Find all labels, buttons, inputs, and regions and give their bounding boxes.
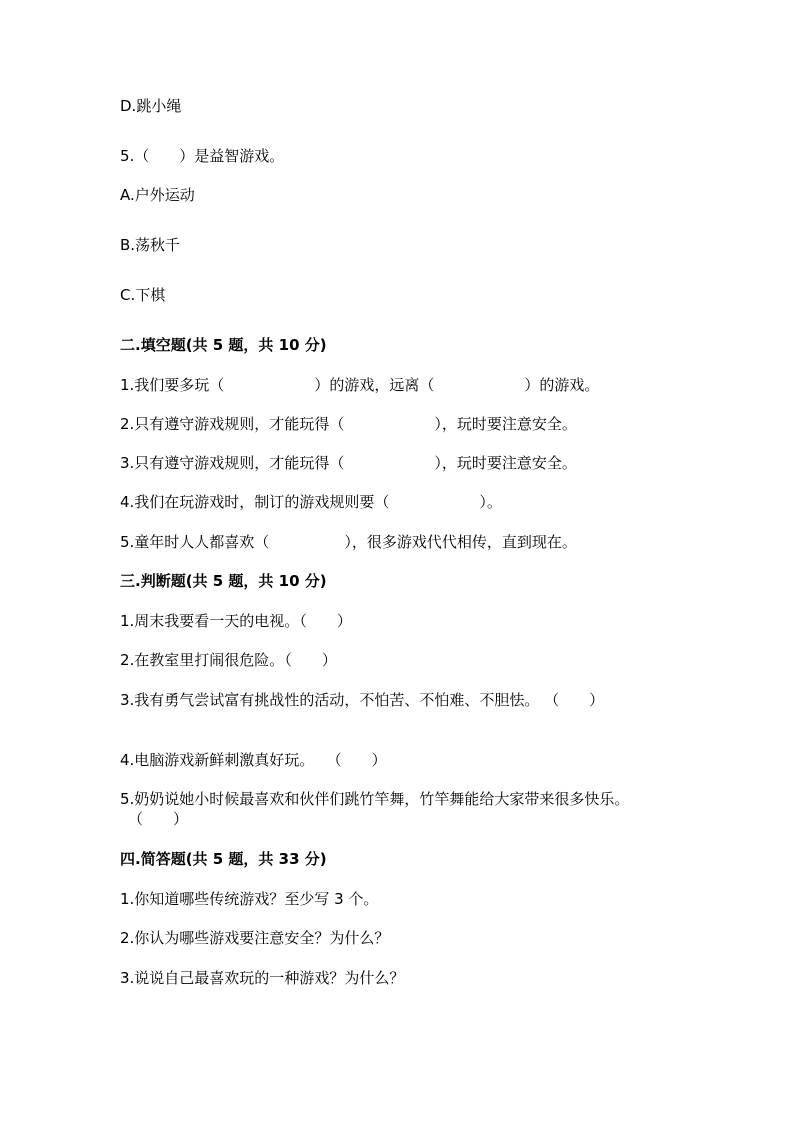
short-item-3: 3.说说自己最喜欢玩的一种游戏？为什么？ [120, 969, 405, 987]
short-item-1: 1.你知道哪些传统游戏？至少写 3 个。 [120, 890, 379, 908]
fill-item-4: 4.我们在玩游戏时，制订的游戏规则要（ ）。 [120, 493, 502, 511]
fill-section-heading: 二.填空题(共 5 题，共 10 分) [120, 336, 327, 354]
q5-option-b: B.荡秋千 [120, 236, 181, 254]
fill-item-1: 1.我们要多玩（ ）的游戏，远离（ ）的游戏。 [120, 376, 600, 394]
short-section-heading: 四.简答题(共 5 题，共 33 分) [120, 850, 327, 868]
judge-item-4: 4.电脑游戏新鲜刺激真好玩。 （ ） [120, 751, 387, 769]
judge-item-5: 5.奶奶说她小时候最喜欢和伙伴们跳竹竿舞，竹竿舞能给大家带来很多快乐。 [120, 790, 630, 808]
fill-item-2: 2.只有遵守游戏规则，才能玩得（ ），玩时要注意安全。 [120, 415, 577, 433]
q5-option-c: C.下棋 [120, 286, 166, 304]
judge-item-3: 3.我有勇气尝试富有挑战性的活动，不怕苦、不怕难、不胆怯。 （ ） [120, 691, 605, 709]
q4-option-d: D.跳小绳 [120, 97, 182, 115]
fill-item-5: 5.童年时人人都喜欢（ ），很多游戏代代相传，直到现在。 [120, 533, 577, 551]
judge-item-2: 2.在教室里打闹很危险。（ ） [120, 651, 337, 669]
short-item-2: 2.你认为哪些游戏要注意安全？为什么？ [120, 929, 390, 947]
q5-stem: 5.（ ）是益智游戏。 [120, 147, 285, 165]
judge-item-1: 1.周末我要看一天的电视。（ ） [120, 612, 352, 630]
judge-item-5-bracket: （ ） [128, 810, 189, 828]
judge-section-heading: 三.判断题(共 5 题，共 10 分) [120, 572, 327, 590]
q5-option-a: A.户外运动 [120, 186, 195, 204]
fill-item-3: 3.只有遵守游戏规则，才能玩得（ ），玩时要注意安全。 [120, 454, 577, 472]
